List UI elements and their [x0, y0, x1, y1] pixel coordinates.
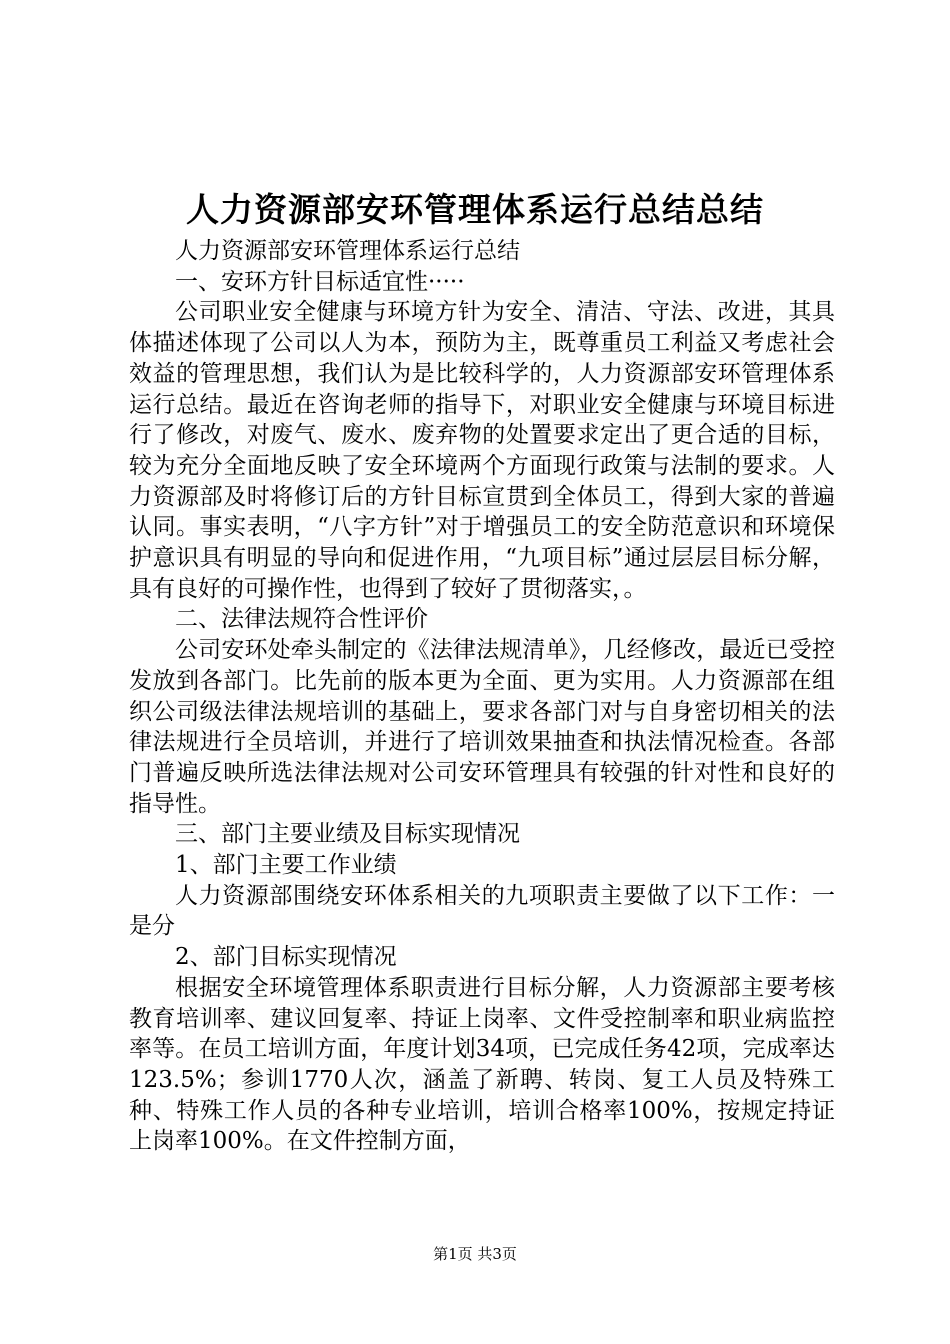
body-paragraph-laws: 公司安环处牵头制定的《法律法规清单》，几经修改，最近已受控发放到各部门。比先前的版本更为全面、更为实用。人力资源部在组织公司级法律法规培训的基础上，要求各部门对与自身密切相关的法律法规进行全员培训，并进行了培训效果抽查和执法情况检查。各部门普遍反映所选法律法规对公司安环管理具有较强的针对性和良好的指导性。 — [129, 637, 835, 817]
subtitle-paragraph: 人力资源部安环管理体系运行总结 — [175, 238, 520, 264]
section-heading-3: 三、部门主要业绩及目标实现情况 — [175, 821, 520, 848]
section-heading-2: 二、法律法规符合性评价 — [175, 606, 428, 633]
body-paragraph-policy: 公司职业安全健康与环境方针为安全、清洁、守法、改进，其具体描述体现了公司以人为本，预防为主，既尊重员工利益又考虑社会效益的管理思想，我们认为是比较科学的，人力资源部安环管理体系运行总结。最近在咨询老师的指导下，对职业安全健康与环境目标进行了修改，对废气、废水、废弃物的处置要求定出了更合适的目标，较为充分全面地反映了安全环境两个方面现行政策与法制的要求。人力资源部及时将修订后的方针目标宣贯到全体员工，得到大家的普遍认同。事实表明，“八字方针”对于增强员工的安全防范意识和环境保护意识具有明显的导向和促进作用，“九项目标”通过层层目标分解，具有良好的可操作性，也得到了较好了贯彻落实，。 — [129, 299, 835, 602]
body-paragraph-targets: 根据安全环境管理体系职责进行目标分解，人力资源部主要考核教育培训率、建议回复率、持证上岗率、文件受控制率和职业病监控率等。在员工培训方面，年度计划34项，已完成任务42项，完成率达123.5%；参训1770人次，涵盖了新聘、转岗、复工人员及特殊工种、特殊工作人员的各种专业培训，培训合格率100%，按规定持证上岗率100%。在文件控制方面， — [129, 974, 835, 1155]
subsection-heading-1: 1、部门主要工作业绩 — [175, 852, 397, 879]
section-heading-1: 一、安环方针目标适宜性····· — [175, 268, 465, 295]
subsection-heading-2: 2、部门目标实现情况 — [175, 944, 397, 971]
document-body — [129, 236, 835, 1157]
page-footer — [0, 1244, 950, 1264]
document-title: 人力资源部安环管理体系运行总结总结 — [186, 190, 764, 229]
page-number-label: 第1页 共3页 — [433, 1245, 517, 1263]
body-paragraph-work: 人力资源部围绕安环体系相关的九项职责主要做了以下工作：一是分 — [129, 882, 835, 940]
